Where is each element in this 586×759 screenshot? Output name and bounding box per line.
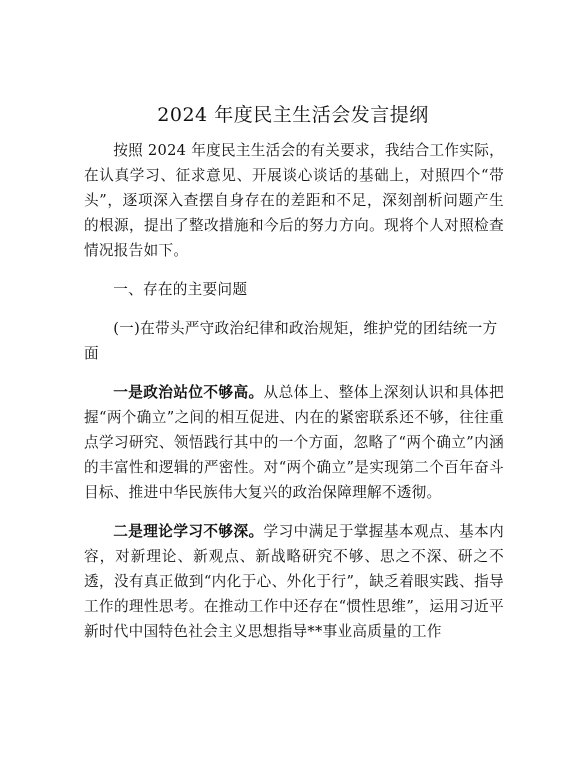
point-two-paragraph — [84, 519, 504, 644]
document-body — [84, 138, 504, 644]
point-two-lead: 二是理论学习不够深。 — [113, 523, 264, 540]
point-one-body: 从总体上、整体上深刻认识和具体把握“两个确立”之间的相互促进、内在的紧密联系还不够，往往重点学习研究、领悟践行其中的一个方面，忽略了“两个确立”内涵的丰富性和逻辑的严密性。对“两个确立”是实现第二个百年奋斗目标、推进中华民族伟大复兴的政治保障理解不透彻。 — [84, 384, 504, 501]
point-two-body: 学习中满足于掌握基本观点、基本内容，对新理论、新观点、新战略研究不够、思之不深、研之不透，没有真正做到“内化于心、外化于行”，缺乏着眼实践、指导工作的理性思考。在推动工作中还存在“惯性思维”，运用习近平新时代中国特色社会主义思想指导**事业高质量的工作 — [84, 523, 504, 640]
document-title: 2024 年度民主生活会发言提纲 — [157, 104, 429, 126]
intro-paragraph: 按照 2024 年度民主生活会的有关要求，我结合工作实际，在认真学习、征求意见、开展谈心谈话的基础上，对照四个“带头”，逐项深入查摆自身存在的差距和不足，深刻剖析问题产生的根源，提出了整改措施和今后的努力方向。现将个人对照检查情况报告如下。 — [84, 142, 504, 259]
section-heading: 一、存在的主要问题 — [113, 281, 248, 298]
point-one-paragraph — [84, 380, 504, 505]
subsection-heading: (一)在带头严守政治纪律和政治规矩，维护党的团结统一方面 — [84, 320, 498, 362]
point-one-lead: 一是政治站位不够高。 — [113, 384, 264, 401]
